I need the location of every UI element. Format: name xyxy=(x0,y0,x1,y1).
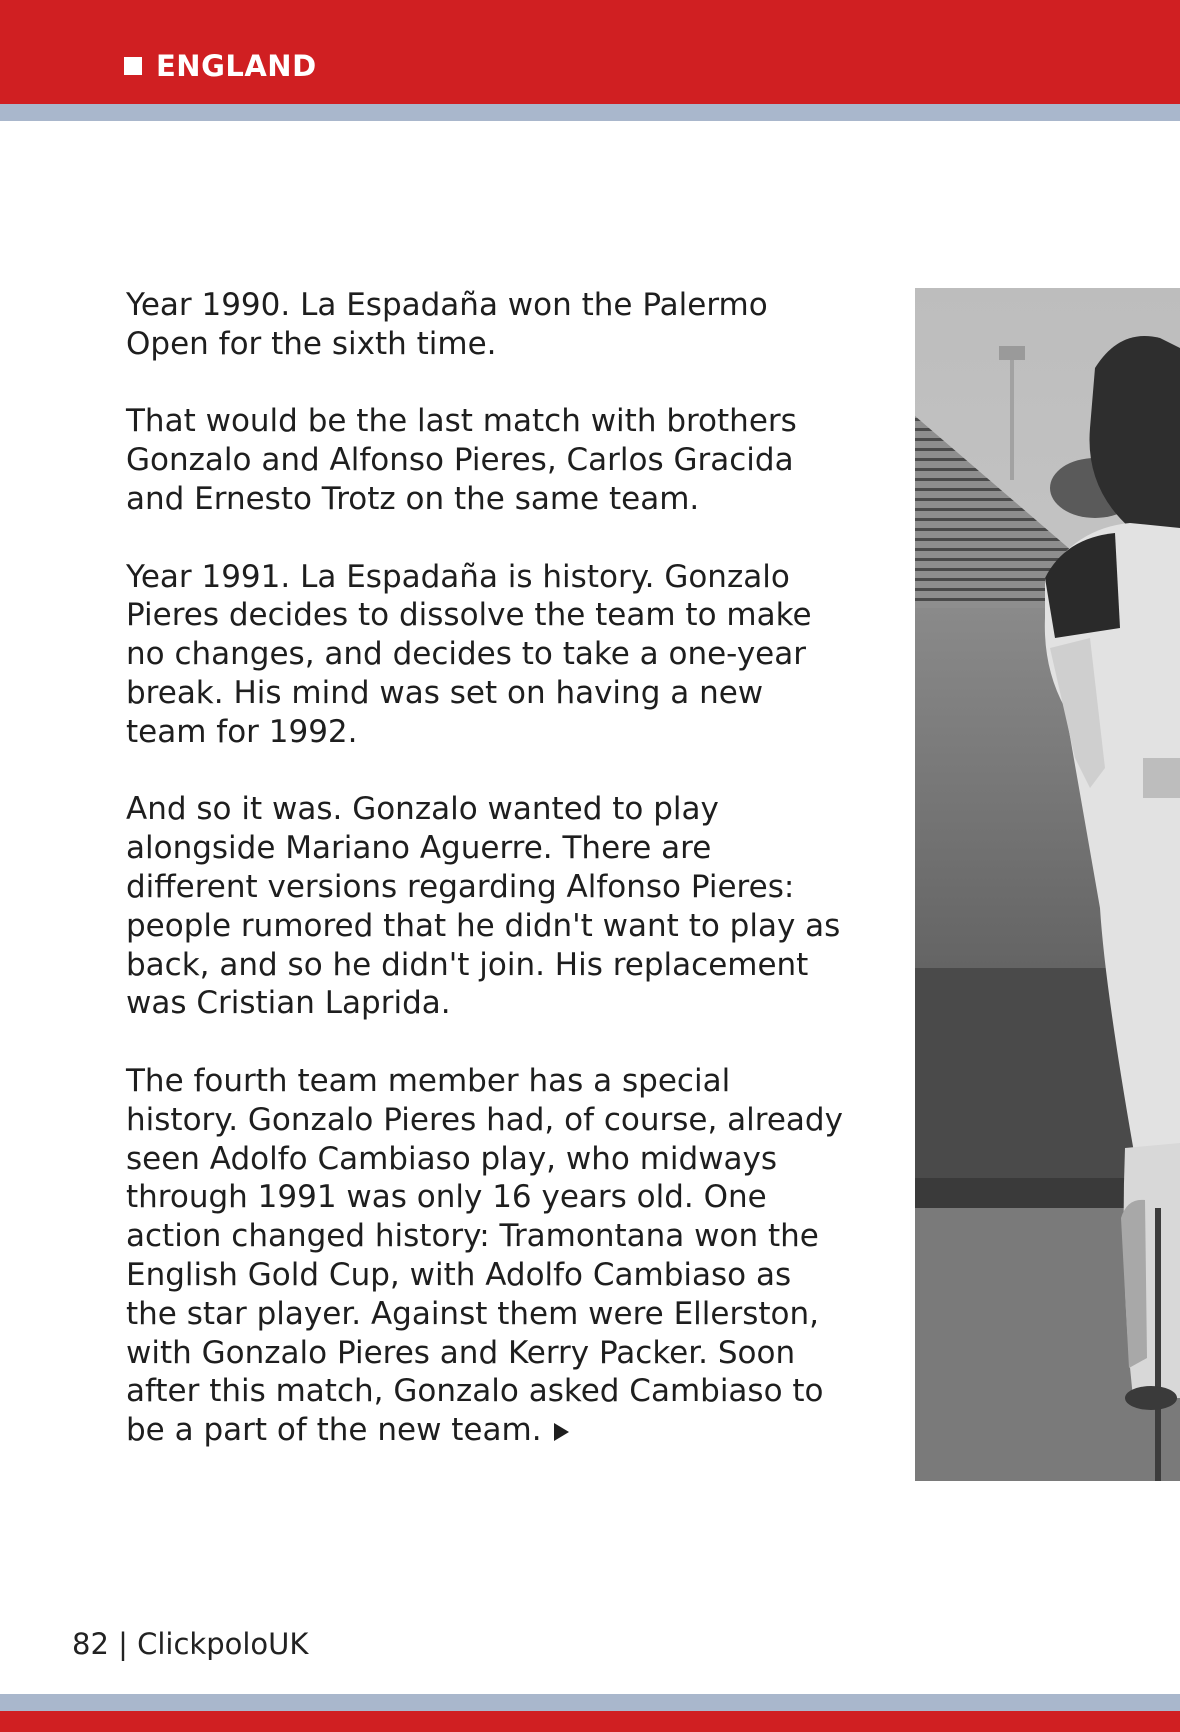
play-arrow-icon xyxy=(554,1423,569,1441)
article-paragraph-3: Year 1991. La Espadaña is history. Gonzalo Pieres decides to dissolve the team to make no changes, and decides to take a one-year break. His mind was set on having a new team for 1992. xyxy=(126,558,812,750)
article-paragraph-5-text: The fourth team member has a special history. Gonzalo Pieres had, of course, already seen Adolfo Cambiaso play, who midways through 1991 was only 16 years old. One action changed history: Tramontana won the English Gold Cup, with Adolfo Cambiaso as the star player. Against them were Ellerston, with Gonzalo Pieres and Kerry Packer. Soon after this match, Gonzalo asked Cambiaso to be a part of the new team. xyxy=(126,1062,843,1449)
article-paragraph-4: And so it was. Gonzalo wanted to play alongside Mariano Aguerre. There are different versions regarding Alfonso Pieres: people rumored that he didn't want to play as back, and so he didn't join. His replacement was Cristian Laprida. xyxy=(126,791,841,1022)
article-paragraph-5 xyxy=(126,1062,846,1450)
square-bullet-icon xyxy=(124,57,142,75)
page-number: 82 xyxy=(72,1627,109,1661)
section-label xyxy=(124,46,317,86)
article-paragraph-1: Year 1990. La Espadaña won the Palermo Open for the sixth time. xyxy=(126,287,768,362)
page-footer xyxy=(72,1624,308,1664)
footer-band xyxy=(0,1711,1180,1732)
publication-name: ClickpoloUK xyxy=(137,1627,309,1661)
polo-player-photo xyxy=(915,288,1180,1481)
footer-separator: | xyxy=(118,1627,128,1661)
article-paragraph-2: That would be the last match with brothers Gonzalo and Alfonso Pieres, Carlos Gracida and Ernesto Trotz on the same team. xyxy=(126,403,797,517)
header-stripe xyxy=(0,104,1180,121)
section-label-text: ENGLAND xyxy=(156,49,317,83)
footer-stripe xyxy=(0,1694,1180,1711)
article-body xyxy=(126,286,846,1489)
